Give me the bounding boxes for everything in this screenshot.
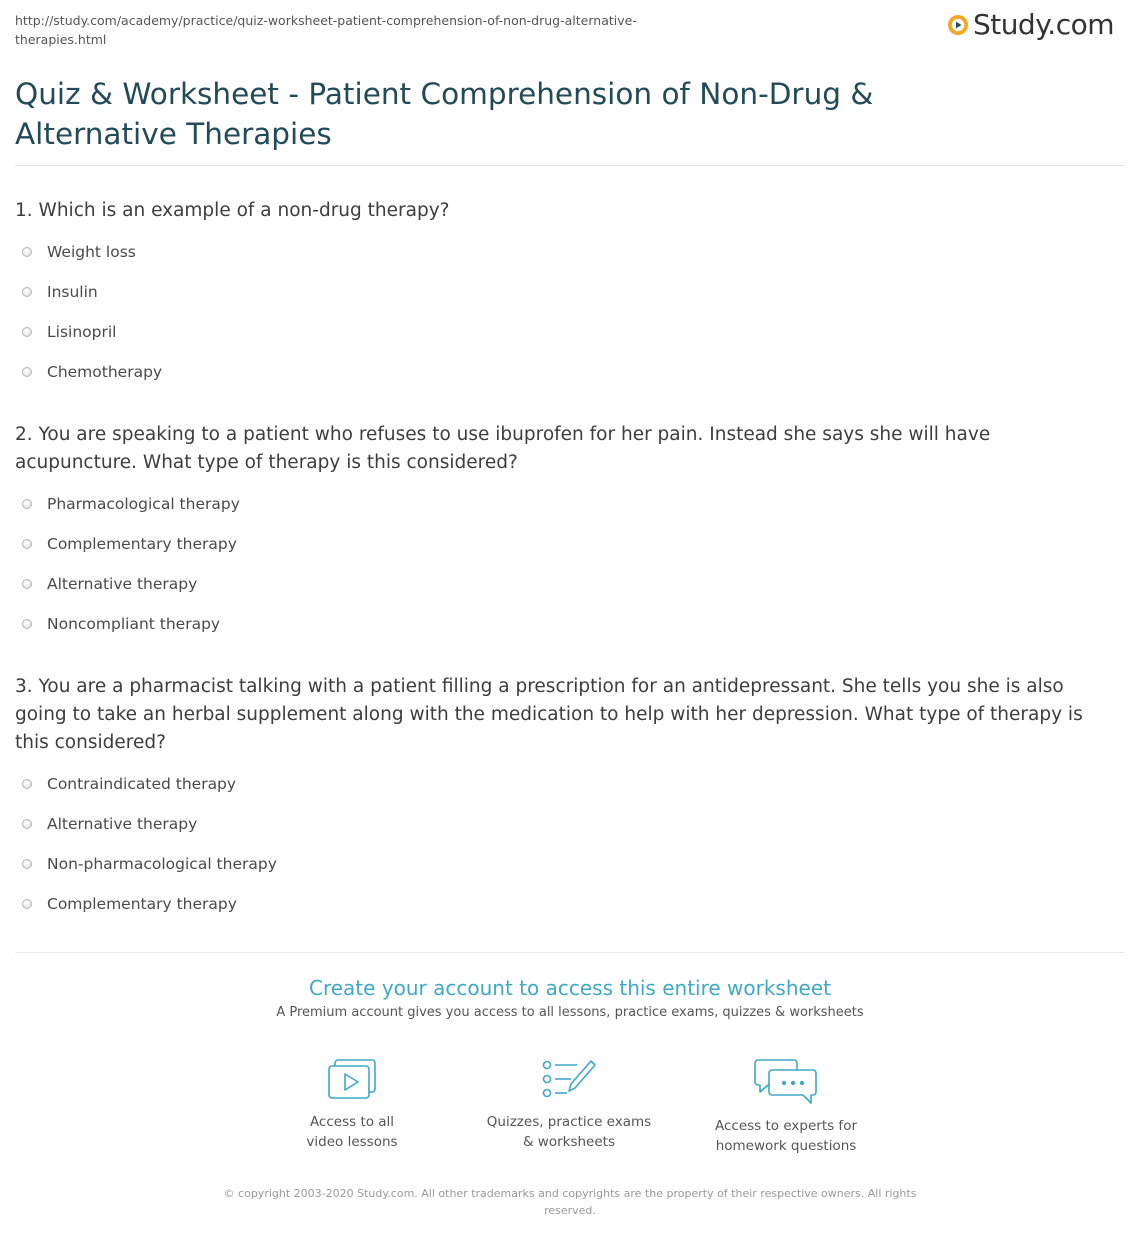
footer: [0, 1185, 1140, 1219]
answer-label: Insulin: [47, 283, 98, 301]
radio-button[interactable]: [22, 327, 32, 337]
answer-label: Complementary therapy: [47, 535, 237, 553]
answer-option[interactable]: [22, 604, 240, 644]
page-title: Quiz & Worksheet - Patient Comprehension of Non-Drug & Alternative Therapies: [15, 77, 874, 151]
chat-bubbles-icon: [754, 1058, 818, 1106]
answer-option[interactable]: [22, 352, 162, 392]
radio-button[interactable]: [22, 367, 32, 377]
radio-button[interactable]: [22, 779, 32, 789]
answer-option[interactable]: [22, 844, 277, 884]
logo-text: Study.com: [972, 8, 1114, 41]
radio-button[interactable]: [22, 287, 32, 297]
answer-label: Noncompliant therapy: [47, 615, 221, 633]
page-url: http://study.com/academy/practice/quiz-worksheet-patient-comprehension-of-non-drug-alternative-therapies.html: [15, 13, 637, 47]
answer-label: Lisinopril: [47, 323, 117, 341]
radio-button[interactable]: [22, 539, 32, 549]
feature-quizzes: [469, 1058, 669, 1152]
answer-option[interactable]: [22, 524, 240, 564]
question-2-answers: [22, 484, 240, 644]
premium-description: A Premium account gives you access to all lessons, practice exams, quizzes & worksheets: [276, 1005, 864, 1020]
study-logo[interactable]: [947, 8, 1114, 41]
answer-option[interactable]: [22, 884, 277, 924]
radio-button[interactable]: [22, 819, 32, 829]
feature-video-lessons: [252, 1058, 452, 1152]
radio-button[interactable]: [22, 859, 32, 869]
play-circle-icon: [947, 14, 969, 36]
cta-divider: [15, 952, 1125, 953]
create-account-link[interactable]: Create your account to access this entire worksheet: [309, 976, 831, 1000]
answer-option[interactable]: [22, 564, 240, 604]
answer-option[interactable]: [22, 764, 277, 804]
radio-button[interactable]: [22, 247, 32, 257]
answer-label: Complementary therapy: [47, 895, 237, 913]
answer-label: Weight loss: [47, 243, 136, 261]
question-3-text: 3. You are a pharmacist talking with a patient filling a prescription for an antidepressant. She tells you she is also going to take an herbal supplement along with the medication to help with her depression. What type of therapy is this considered?: [15, 676, 1083, 753]
copyright-text: © copyright 2003-2020 Study.com. All other trademarks and copyrights are the property of their respective owners. All rights reserved.: [223, 1187, 917, 1217]
feature-label: Access to experts for homework questions: [714, 1118, 857, 1154]
radio-button[interactable]: [22, 579, 32, 589]
answer-label: Contraindicated therapy: [47, 775, 237, 793]
answer-option[interactable]: [22, 484, 240, 524]
question-2-text: 2. You are speaking to a patient who refuses to use ibuprofen for her pain. Instead she says she will have acupuncture. What type of therapy is this considered?: [15, 424, 991, 473]
answer-label: Pharmacological therapy: [47, 495, 240, 513]
video-lessons-icon: [326, 1058, 378, 1102]
header-divider: [15, 165, 1125, 166]
answer-option[interactable]: [22, 804, 277, 844]
question-3-answers: [22, 764, 277, 924]
answer-label: Alternative therapy: [47, 575, 198, 593]
answer-option[interactable]: [22, 232, 162, 272]
feature-label: Quizzes, practice exams & worksheets: [486, 1114, 652, 1150]
answer-option[interactable]: [22, 312, 162, 352]
question-1-text: 1. Which is an example of a non-drug therapy?: [15, 200, 450, 221]
feature-label: Access to all video lessons: [306, 1114, 398, 1150]
answer-label: Chemotherapy: [47, 363, 163, 381]
radio-button[interactable]: [22, 499, 32, 509]
radio-button[interactable]: [22, 619, 32, 629]
question-1-answers: [22, 232, 162, 392]
answer-label: Non-pharmacological therapy: [47, 855, 277, 873]
answer-label: Alternative therapy: [47, 815, 198, 833]
radio-button[interactable]: [22, 899, 32, 909]
quiz-checklist-icon: [541, 1058, 597, 1102]
answer-option[interactable]: [22, 272, 162, 312]
feature-experts: [686, 1058, 886, 1156]
